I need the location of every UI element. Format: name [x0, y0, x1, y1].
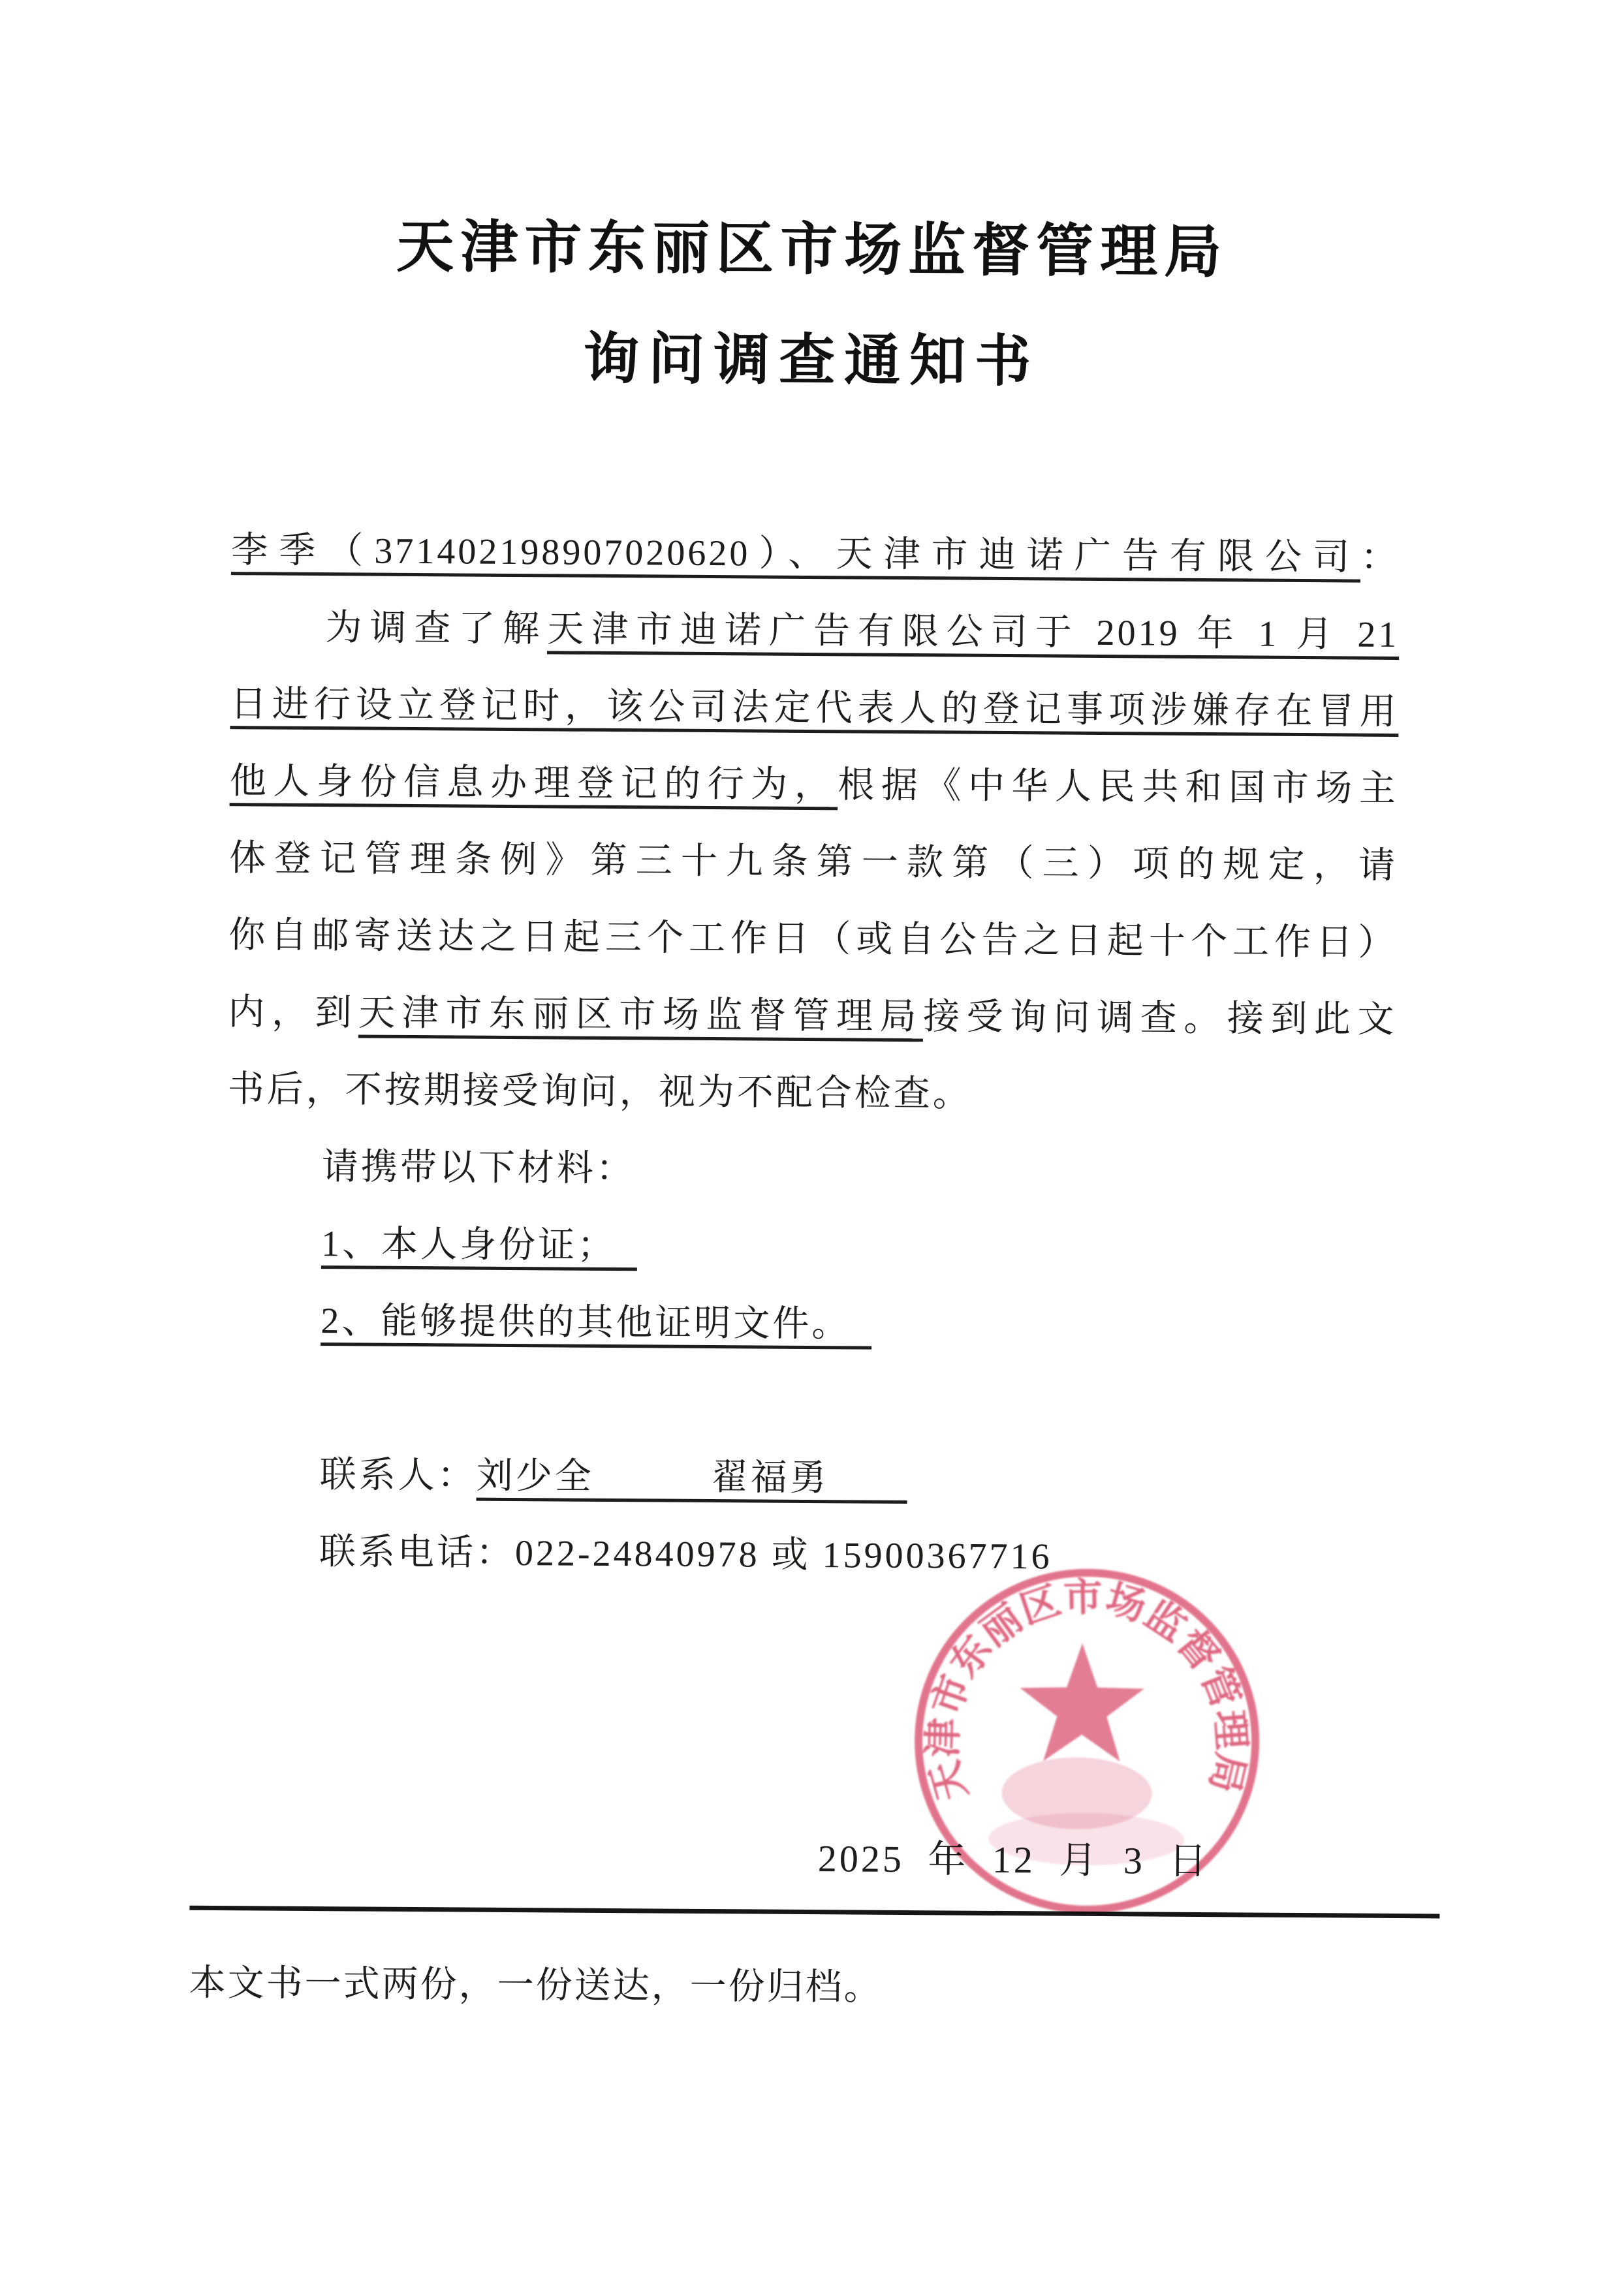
underlined-text-segment: 1、本人身份证；	[321, 1224, 638, 1267]
body-line	[228, 974, 1397, 1059]
text-segment: 书后，不按期接受询问，视为不配合检查。	[227, 1069, 972, 1115]
document-title-agency: 天津市东丽区市场监督管理局	[396, 215, 1229, 285]
footer-note: 本文书一式两份，一份送达，一份归档。	[189, 1962, 883, 2008]
underlined-text-segment: 他人身份信息办理登记的行为，	[229, 761, 838, 806]
issue-date: 2025 年 12 月 3 日	[817, 1837, 1210, 1883]
seal-ink-smudge-bottom	[988, 1812, 1185, 1866]
text-segment: 内，到	[228, 992, 359, 1034]
underlined-text-segment: 天津市迪诺广告有限公司于 2019 年 1 月 21	[546, 609, 1400, 655]
text-segment: 你自邮寄送达之日起三个工作日（或自公告之日起十个工作日）	[228, 915, 1398, 963]
seal-star-icon	[1020, 1643, 1144, 1761]
body-line	[230, 589, 1400, 674]
underlined-text-segment: 刘少全 翟福勇	[476, 1455, 907, 1500]
text-segment: 体登记管理条例》第三十九条第一款第（三）项的规定，请	[228, 838, 1398, 886]
body-line	[227, 1205, 1396, 1290]
body-line	[228, 897, 1398, 982]
body-line	[227, 1051, 1396, 1136]
text-segment: 为调查了解	[325, 608, 548, 650]
body-line	[225, 1436, 1394, 1521]
text-segment: 根据《中华人民共和国市场主	[838, 765, 1399, 809]
underlined-text-segment: 日进行设立登记时，该公司法定代表人的登记事项涉嫌存在冒用	[230, 684, 1399, 732]
underlined-text-segment: 天津市东丽区市场监督管理局	[358, 993, 924, 1038]
text-segment: 接受询问调查。接到此文	[922, 997, 1397, 1040]
text-segment: 联系电话：022-24840978 或 15900367716	[319, 1532, 1052, 1577]
body-text	[225, 512, 1400, 1598]
underlined-text-segment: 李季（371402198907020620）、天津市迪诺广告有限公司	[230, 530, 1361, 578]
body-line	[229, 820, 1398, 905]
body-line	[226, 1282, 1395, 1367]
seal-ring-text: 天津市东丽区市场监督管理局	[921, 1575, 1253, 1806]
text-segment: 联系人：	[319, 1455, 477, 1497]
text-segment: ：	[1360, 537, 1400, 579]
document-title-type: 询问调查通知书	[582, 327, 1041, 394]
body-line	[227, 1128, 1396, 1213]
official-seal-stamp	[903, 1557, 1271, 1925]
body-line	[230, 666, 1399, 751]
underlined-text-segment: 2、能够提供的其他证明文件。	[321, 1301, 872, 1345]
body-line	[229, 743, 1398, 828]
body-line	[231, 512, 1400, 597]
text-segment: 请携带以下材料：	[321, 1147, 636, 1190]
